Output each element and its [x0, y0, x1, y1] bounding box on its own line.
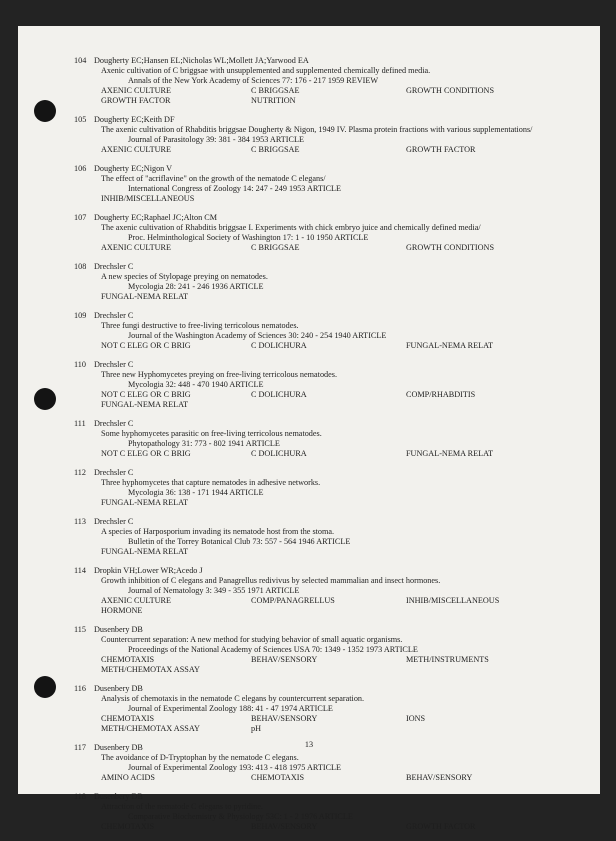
bib-entry — [18, 625, 600, 675]
entry-header-line — [18, 566, 600, 576]
entry-authors: Drechsler C — [94, 262, 134, 271]
bib-entry — [18, 419, 600, 459]
entry-journal: Comparative Biochemistry & Physiology 53C: 1 - 2 1976 ARTICLE — [128, 812, 353, 821]
keyword: FUNGAL-NEMA RELAT — [101, 498, 189, 507]
bib-entry — [18, 743, 600, 783]
entry-title: Analysis of chemotaxis in the nematode C elegans by countercurrent separation. — [101, 694, 365, 703]
entry-title: The axenic cultivation of Rhabditis briggsae I. Experiments with chick embryo juice and chemically defined media/ — [101, 223, 481, 232]
keyword: CHEMOTAXIS — [101, 714, 155, 723]
entry-title: Growth inhibition of C elegans and Panagrellus redivivus by selected mammalian and insect hormones. — [101, 576, 441, 585]
bib-entry — [18, 517, 600, 557]
entry-header-line — [18, 684, 600, 694]
bib-entry — [18, 115, 600, 155]
keyword: NOT C ELEG OR C BRIG — [101, 341, 191, 350]
entry-header-line — [18, 419, 600, 429]
entry-journal: Journal of Experimental Zoology 193: 413 - 418 1975 ARTICLE — [128, 763, 342, 772]
entry-header-line — [18, 468, 600, 478]
bib-entry — [18, 311, 600, 351]
keyword: CHEMOTAXIS — [101, 822, 155, 831]
entry-number: 116 — [74, 684, 86, 693]
entry-header-line — [18, 517, 600, 527]
keyword: AXENIC CULTURE — [101, 243, 171, 252]
keyword: C DOLICHURA — [251, 341, 307, 350]
keyword: NOT C ELEG OR C BRIG — [101, 449, 191, 458]
entry-journal: Mycologia 28: 241 - 246 1936 ARTICLE — [128, 282, 264, 291]
entry-journal: Proceedings of the National Academy of Sciences USA 70: 1349 - 1352 1973 ARTICLE — [128, 645, 418, 654]
entry-journal: Bulletin of the Torrey Botanical Club 73: 557 - 564 1946 ARTICLE — [128, 537, 351, 546]
bib-entry — [18, 262, 600, 302]
entry-title: The avoidance of D-Tryptophan by the nematode C elegans. — [101, 753, 299, 762]
bib-entry — [18, 213, 600, 253]
bib-entry — [18, 360, 600, 410]
keyword: CHEMOTAXIS — [251, 773, 305, 782]
keyword-row — [18, 96, 600, 106]
bib-entry — [18, 164, 600, 204]
keyword: C DOLICHURA — [251, 449, 307, 458]
entry-journal: Annals of the New York Academy of Sciences 77: 176 - 217 1959 REVIEW — [128, 76, 379, 85]
entry-journal: Journal of the Washington Academy of Sciences 30: 240 - 254 1940 ARTICLE — [128, 331, 387, 340]
page-number: 13 — [304, 740, 314, 749]
keyword: GROWTH FACTOR — [406, 145, 476, 154]
entry-title: Three new Hyphomycetes preying on free-living terricolous nematodes. — [101, 370, 337, 379]
entry-number: 105 — [74, 115, 87, 124]
keyword: METH/INSTRUMENTS — [406, 655, 489, 664]
entry-number: 112 — [74, 468, 86, 477]
keyword: C BRIGGSAE — [251, 243, 300, 252]
keyword-row — [18, 243, 600, 253]
keyword-row — [18, 596, 600, 606]
entry-number: 106 — [74, 164, 87, 173]
entry-number: 115 — [74, 625, 86, 634]
document-page — [18, 26, 600, 831]
keyword: GROWTH CONDITIONS — [406, 243, 495, 252]
entry-header-line — [18, 262, 600, 272]
entry-journal: Phytopathology 31: 773 - 802 1941 ARTICLE — [128, 439, 280, 448]
entry-journal: Journal of Parasitology 39: 381 - 384 1953 ARTICLE — [128, 135, 304, 144]
entry-number: 108 — [74, 262, 87, 271]
entry-number: 111 — [74, 419, 86, 428]
bib-entry — [18, 684, 600, 734]
keyword: METH/CHEMOTAX ASSAY — [101, 724, 200, 733]
entry-number: 104 — [74, 56, 87, 65]
entry-journal: Mycologia 36: 138 - 171 1944 ARTICLE — [128, 488, 264, 497]
entry-authors: Dougherty EC;Nigon V — [94, 164, 173, 173]
entry-header-line — [18, 115, 600, 125]
entry-title: The axenic cultivation of Rhabditis briggsae Dougherty & Nigon, 1949 IV. Plasma protein fractions with various supplementations/ — [101, 125, 533, 134]
entry-authors: Dusenbery DB — [94, 743, 143, 752]
entry-authors: Dusenbery DB — [94, 625, 143, 634]
entry-journal: Proc. Helminthological Society of Washington 17: 1 - 10 1950 ARTICLE — [128, 233, 369, 242]
keyword-row — [18, 822, 600, 832]
entry-authors: Dusenbery DB — [94, 684, 143, 693]
bibliography-list — [18, 56, 600, 841]
keyword-row — [18, 724, 600, 734]
entry-number: 114 — [74, 566, 86, 575]
keyword: GROWTH CONDITIONS — [406, 86, 495, 95]
entry-header-line — [18, 164, 600, 174]
keyword: FUNGAL-NEMA RELAT — [101, 547, 189, 556]
keyword-row — [18, 292, 600, 302]
keyword: HORMONE — [101, 606, 143, 615]
bib-entry — [18, 792, 600, 832]
keyword-row — [18, 547, 600, 557]
keyword: GROWTH FACTOR — [101, 96, 171, 105]
keyword: AMINO ACIDS — [101, 773, 155, 782]
entry-journal: Mycologia 32: 448 - 470 1940 ARTICLE — [128, 380, 264, 389]
entry-title: Attraction of the nematode C elegans to pyridine. — [101, 802, 263, 811]
keyword: METH/CHEMOTAX ASSAY — [101, 665, 200, 674]
keyword: AXENIC CULTURE — [101, 86, 171, 95]
keyword-row — [18, 86, 600, 96]
keyword: C BRIGGSAE — [251, 145, 300, 154]
entry-number: 118 — [74, 792, 86, 801]
keyword-row — [18, 773, 600, 783]
entry-header-line — [18, 792, 600, 802]
bib-entry — [18, 566, 600, 616]
keyword: BEHAV/SENSORY — [251, 714, 318, 723]
entry-authors: Dougherty EC;Hansen EL;Nicholas WL;Mollett JA;Yarwood EA — [94, 56, 309, 65]
entry-header-line — [18, 56, 600, 66]
keyword: FUNGAL-NEMA RELAT — [101, 292, 189, 301]
keyword-row — [18, 665, 600, 675]
entry-authors: Drechsler C — [94, 311, 134, 320]
keyword: NUTRITION — [251, 96, 296, 105]
entry-title: A new species of Stylopage preying on nematodes. — [101, 272, 268, 281]
keyword: FUNGAL-NEMA RELAT — [101, 400, 189, 409]
keyword-row — [18, 341, 600, 351]
entry-journal: Journal of Nematology 3: 349 - 355 1971 ARTICLE — [128, 586, 300, 595]
entry-title: A species of Harposporium invading its nematode host from the stoma. — [101, 527, 335, 536]
keyword-row — [18, 449, 600, 459]
keyword: NOT C ELEG OR C BRIG — [101, 390, 191, 399]
keyword: AXENIC CULTURE — [101, 596, 171, 605]
keyword: COMP/PANAGRELLUS — [251, 596, 335, 605]
entry-authors: Dougherty EC;Raphael JC;Alton CM — [94, 213, 218, 222]
keyword-row — [18, 498, 600, 508]
keyword: FUNGAL-NEMA RELAT — [406, 449, 494, 458]
keyword-row — [18, 145, 600, 155]
keyword-row — [18, 390, 600, 400]
entry-authors: Drechsler C — [94, 468, 134, 477]
keyword-row — [18, 400, 600, 410]
entry-number: 113 — [74, 517, 86, 526]
keyword: FUNGAL-NEMA RELAT — [406, 341, 494, 350]
entry-title: Countercurrent separation: A new method for studying behavior of small aquatic organisms. — [101, 635, 403, 644]
entry-title: Some hyphomycetes parasitic on free-living terricolous nematodes. — [101, 429, 322, 438]
keyword: CHEMOTAXIS — [101, 655, 155, 664]
keyword-row — [18, 714, 600, 724]
entry-title: Three fungi destructive to free-living terricolous nematodes. — [101, 321, 299, 330]
keyword: INHIB/MISCELLANEOUS — [101, 194, 195, 203]
keyword: BEHAV/SENSORY — [251, 822, 318, 831]
entry-title: Three hyphomycetes that capture nematodes in adhesive networks. — [101, 478, 321, 487]
entry-header-line — [18, 360, 600, 370]
entry-number: 110 — [74, 360, 86, 369]
entry-authors: Dusenbery DB — [94, 792, 143, 801]
keyword: INHIB/MISCELLANEOUS — [406, 596, 500, 605]
bib-entry — [18, 468, 600, 508]
keyword: C DOLICHURA — [251, 390, 307, 399]
entry-number: 107 — [74, 213, 87, 222]
keyword: BEHAV/SENSORY — [251, 655, 318, 664]
entry-authors: Drechsler C — [94, 419, 134, 428]
keyword-row — [18, 606, 600, 616]
bib-entry — [18, 56, 600, 106]
entry-title: Axenic cultivation of C briggsae with unsupplemented and supplemented chemically defined media. — [101, 66, 431, 75]
entry-header-line — [18, 625, 600, 635]
keyword: C BRIGGSAE — [251, 86, 300, 95]
entry-authors: Drechsler C — [94, 517, 134, 526]
keyword: IONS — [406, 714, 426, 723]
entry-journal: Journal of Experimental Zoology 188: 41 - 47 1974 ARTICLE — [128, 704, 333, 713]
keyword: AXENIC CULTURE — [101, 145, 171, 154]
keyword: GROWTH FACTOR — [406, 822, 476, 831]
entry-title: The effect of "acriflavine" on the growth of the nematode C elegans/ — [101, 174, 326, 183]
keyword: pH — [251, 724, 262, 733]
keyword: BEHAV/SENSORY — [406, 773, 473, 782]
entry-number: 109 — [74, 311, 87, 320]
entry-authors: Dougherty EC;Keith DF — [94, 115, 175, 124]
entry-journal: International Congress of Zoology 14: 247 - 249 1953 ARTICLE — [128, 184, 342, 193]
entry-header-line — [18, 213, 600, 223]
entry-header-line — [18, 311, 600, 321]
keyword: COMP/RHABDITIS — [406, 390, 476, 399]
keyword-row — [18, 194, 600, 204]
entry-authors: Dropkin VH;Lower WR;Acedo J — [94, 566, 203, 575]
entry-number: 117 — [74, 743, 86, 752]
entry-authors: Drechsler C — [94, 360, 134, 369]
keyword-row — [18, 655, 600, 665]
